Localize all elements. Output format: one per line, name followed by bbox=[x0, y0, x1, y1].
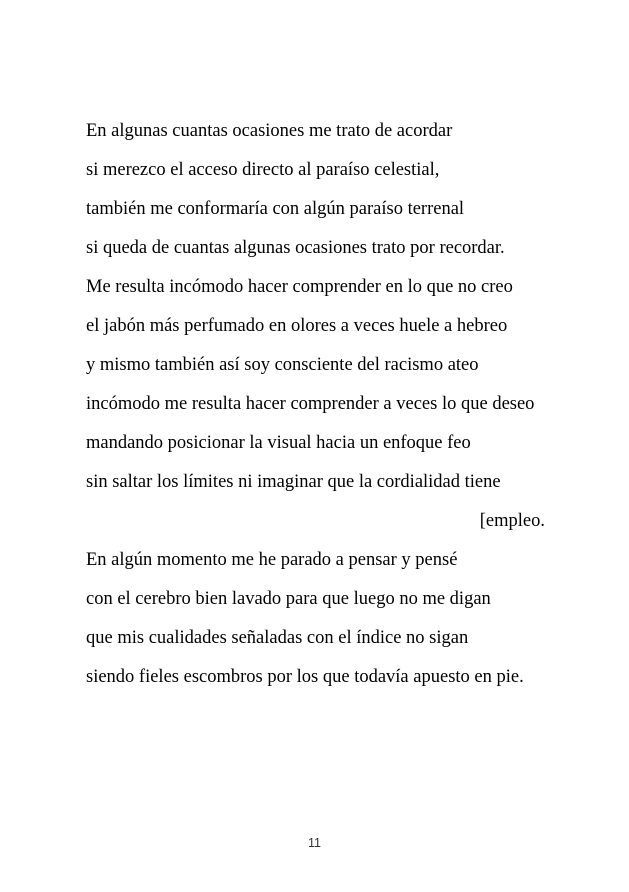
poem-line: En algunas cuantas ocasiones me trato de acordar bbox=[86, 121, 453, 141]
poem-line: incómodo me resulta hacer comprender a veces lo que deseo bbox=[86, 394, 535, 414]
poem-line: si queda de cuantas algunas ocasiones trato por recordar. bbox=[86, 238, 505, 258]
poem-line: Me resulta incómodo hacer comprender en lo que no creo bbox=[86, 277, 513, 297]
poem-line: si merezco el acceso directo al paraíso celestial, bbox=[86, 160, 440, 180]
poem-line-hanging-indent: [empleo. bbox=[479, 511, 545, 531]
poem-line: sin saltar los límites ni imaginar que la cordialidad tiene bbox=[86, 472, 501, 492]
poem-line: y mismo también así soy consciente del racismo ateo bbox=[86, 355, 479, 375]
poem-line: En algún momento me he parado a pensar y pensé bbox=[86, 550, 458, 570]
poem-line: que mis cualidades señaladas con el índice no sigan bbox=[86, 628, 469, 648]
poem-line: con el cerebro bien lavado para que luego no me digan bbox=[86, 589, 491, 609]
page-number: 11 bbox=[308, 836, 321, 850]
poem-text-block bbox=[86, 112, 545, 697]
poem-line: siendo fieles escombros por los que todavía apuesto en pie. bbox=[86, 667, 524, 687]
poem-line: también me conformaría con algún paraíso terrenal bbox=[86, 199, 465, 219]
poem-line: el jabón más perfumado en olores a veces huele a hebreo bbox=[86, 316, 508, 336]
poem-line: mandando posicionar la visual hacia un enfoque feo bbox=[86, 433, 471, 453]
